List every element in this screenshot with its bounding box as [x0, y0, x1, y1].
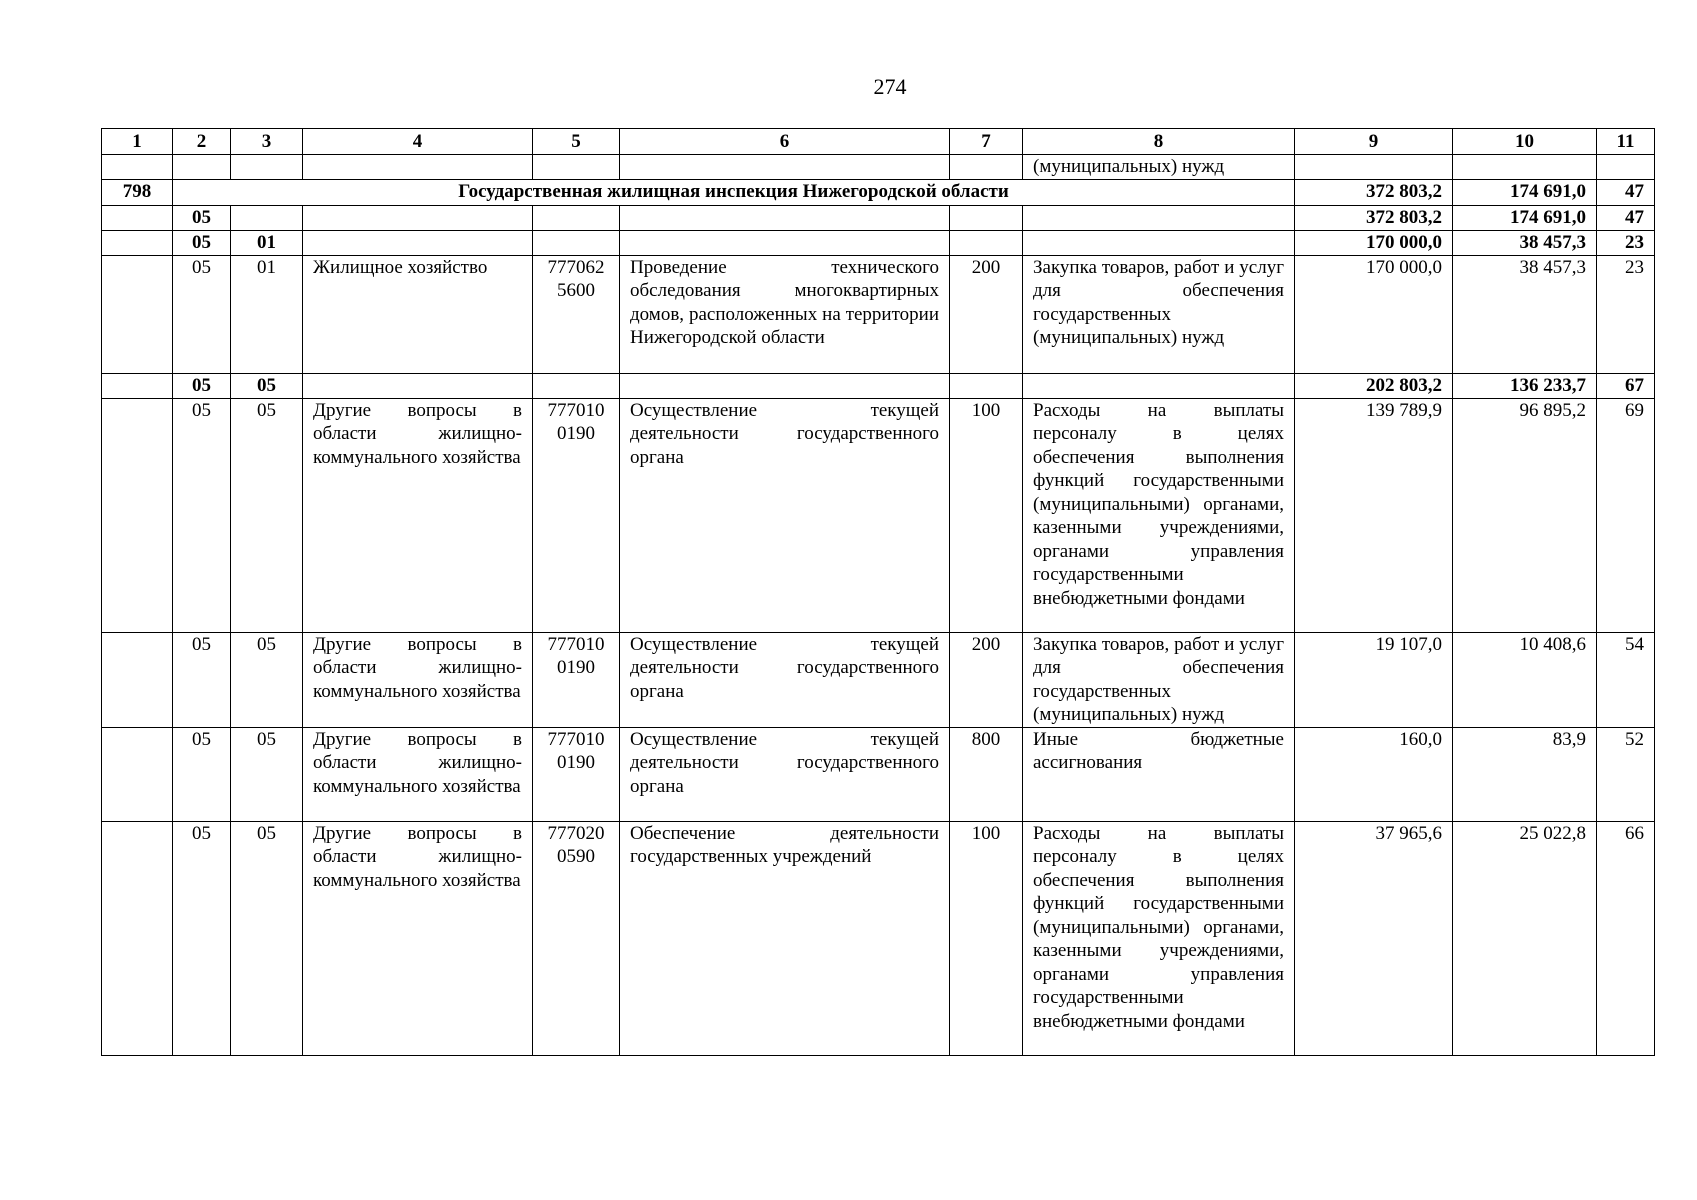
section-code: 05 — [173, 398, 231, 632]
subsection-code: 05 — [231, 727, 303, 821]
subsection-code: 05 — [231, 821, 303, 1055]
amount-executed: 174 691,0 — [1453, 179, 1597, 205]
column-header: 4 — [303, 129, 533, 155]
target-article-code: 777062 5600 — [533, 255, 620, 373]
percent-executed: 67 — [1597, 373, 1655, 398]
expense-type-code: 100 — [950, 398, 1023, 632]
column-header: 7 — [950, 129, 1023, 155]
amount-executed: 83,9 — [1453, 727, 1597, 821]
subsection-code: 05 — [231, 373, 303, 398]
amount-executed: 136 233,7 — [1453, 373, 1597, 398]
section-code: 05 — [173, 821, 231, 1055]
column-header: 10 — [1453, 129, 1597, 155]
section-code: 05 — [173, 230, 231, 255]
amount-executed: 25 022,8 — [1453, 821, 1597, 1055]
section-code: 05 — [173, 727, 231, 821]
section-code: 05 — [173, 205, 231, 230]
section-row — [102, 205, 1655, 230]
ministry-row — [102, 179, 1655, 205]
amount-executed: 96 895,2 — [1453, 398, 1597, 632]
column-header: 9 — [1295, 129, 1453, 155]
expense-type-code: 200 — [950, 255, 1023, 373]
amount-executed: 38 457,3 — [1453, 230, 1597, 255]
column-header: 8 — [1023, 129, 1295, 155]
subsection-row — [102, 230, 1655, 255]
page-number: 274 — [873, 74, 907, 99]
subsection-code: 05 — [231, 398, 303, 632]
section-name: Другие вопросы в области жилищно-коммунального хозяйства — [303, 727, 533, 821]
amount-planned: 170 000,0 — [1295, 230, 1453, 255]
subsection-code: 05 — [231, 632, 303, 727]
column-header: 5 — [533, 129, 620, 155]
amount-planned: 139 789,9 — [1295, 398, 1453, 632]
expense-type-name: Закупка товаров, работ и услуг для обеспечения государственных (муниципальных) нужд — [1023, 255, 1295, 373]
amount-planned: 19 107,0 — [1295, 632, 1453, 727]
amount-planned: 372 803,2 — [1295, 179, 1453, 205]
table-row — [102, 398, 1655, 632]
target-article-code: 777020 0590 — [533, 821, 620, 1055]
percent-executed: 54 — [1597, 632, 1655, 727]
column-header: 3 — [231, 129, 303, 155]
section-name: Другие вопросы в области жилищно-коммунального хозяйства — [303, 398, 533, 632]
table-row — [102, 632, 1655, 727]
article-name: Осуществление текущей деятельности государственного органа — [620, 727, 950, 821]
expense-type-name: Иные бюджетные ассигнования — [1023, 727, 1295, 821]
article-name: Обеспечение деятельности государственных учреждений — [620, 821, 950, 1055]
table-row — [102, 727, 1655, 821]
amount-planned: 37 965,6 — [1295, 821, 1453, 1055]
column-header: 6 — [620, 129, 950, 155]
table-row — [102, 255, 1655, 373]
subsection-code: 01 — [231, 230, 303, 255]
target-article-code: 777010 0190 — [533, 727, 620, 821]
subsection-code: 01 — [231, 255, 303, 373]
carry-over-text: (муниципальных) нужд — [1023, 155, 1295, 180]
percent-executed: 23 — [1597, 255, 1655, 373]
percent-executed: 47 — [1597, 179, 1655, 205]
article-name: Осуществление текущей деятельности государственного органа — [620, 632, 950, 727]
expense-type-name: Расходы на выплаты персоналу в целях обеспечения выполнения функций государственными (муниципальными) органами, казенными учреждениями, органами управления государственными внебюджетными фондами — [1023, 821, 1295, 1055]
column-header: 1 — [102, 129, 173, 155]
section-name: Другие вопросы в области жилищно-коммунального хозяйства — [303, 821, 533, 1055]
column-header: 2 — [173, 129, 231, 155]
table-row — [102, 821, 1655, 1055]
amount-planned: 160,0 — [1295, 727, 1453, 821]
target-article-code: 777010 0190 — [533, 398, 620, 632]
amount-planned: 170 000,0 — [1295, 255, 1453, 373]
article-name: Проведение технического обследования многоквартирных домов, расположенных на территории Нижегородской области — [620, 255, 950, 373]
percent-executed: 69 — [1597, 398, 1655, 632]
amount-executed: 174 691,0 — [1453, 205, 1597, 230]
amount-planned: 372 803,2 — [1295, 205, 1453, 230]
expense-type-name: Расходы на выплаты персоналу в целях обеспечения выполнения функций государственными (муниципальными) органами, казенными учреждениями, органами управления государственными внебюджетными фондами — [1023, 398, 1295, 632]
budget-table — [101, 128, 1655, 1056]
percent-executed: 47 — [1597, 205, 1655, 230]
target-article-code: 777010 0190 — [533, 632, 620, 727]
section-name: Другие вопросы в области жилищно-коммунального хозяйства — [303, 632, 533, 727]
section-code: 05 — [173, 255, 231, 373]
carry-over-row — [102, 155, 1655, 180]
amount-planned: 202 803,2 — [1295, 373, 1453, 398]
section-code: 05 — [173, 373, 231, 398]
expense-type-code: 200 — [950, 632, 1023, 727]
percent-executed: 52 — [1597, 727, 1655, 821]
expense-type-name: Закупка товаров, работ и услуг для обеспечения государственных (муниципальных) нужд — [1023, 632, 1295, 727]
expense-type-code: 100 — [950, 821, 1023, 1055]
article-name: Осуществление текущей деятельности государственного органа — [620, 398, 950, 632]
section-name: Жилищное хозяйство — [303, 255, 533, 373]
section-code: 05 — [173, 632, 231, 727]
expense-type-code: 800 — [950, 727, 1023, 821]
amount-executed: 10 408,6 — [1453, 632, 1597, 727]
ministry-name: Государственная жилищная инспекция Нижегородской области — [173, 179, 1295, 205]
percent-executed: 23 — [1597, 230, 1655, 255]
subsection-row — [102, 373, 1655, 398]
column-header: 11 — [1597, 129, 1655, 155]
column-number-row — [102, 129, 1655, 155]
percent-executed: 66 — [1597, 821, 1655, 1055]
ministry-code: 798 — [102, 179, 173, 205]
amount-executed: 38 457,3 — [1453, 255, 1597, 373]
